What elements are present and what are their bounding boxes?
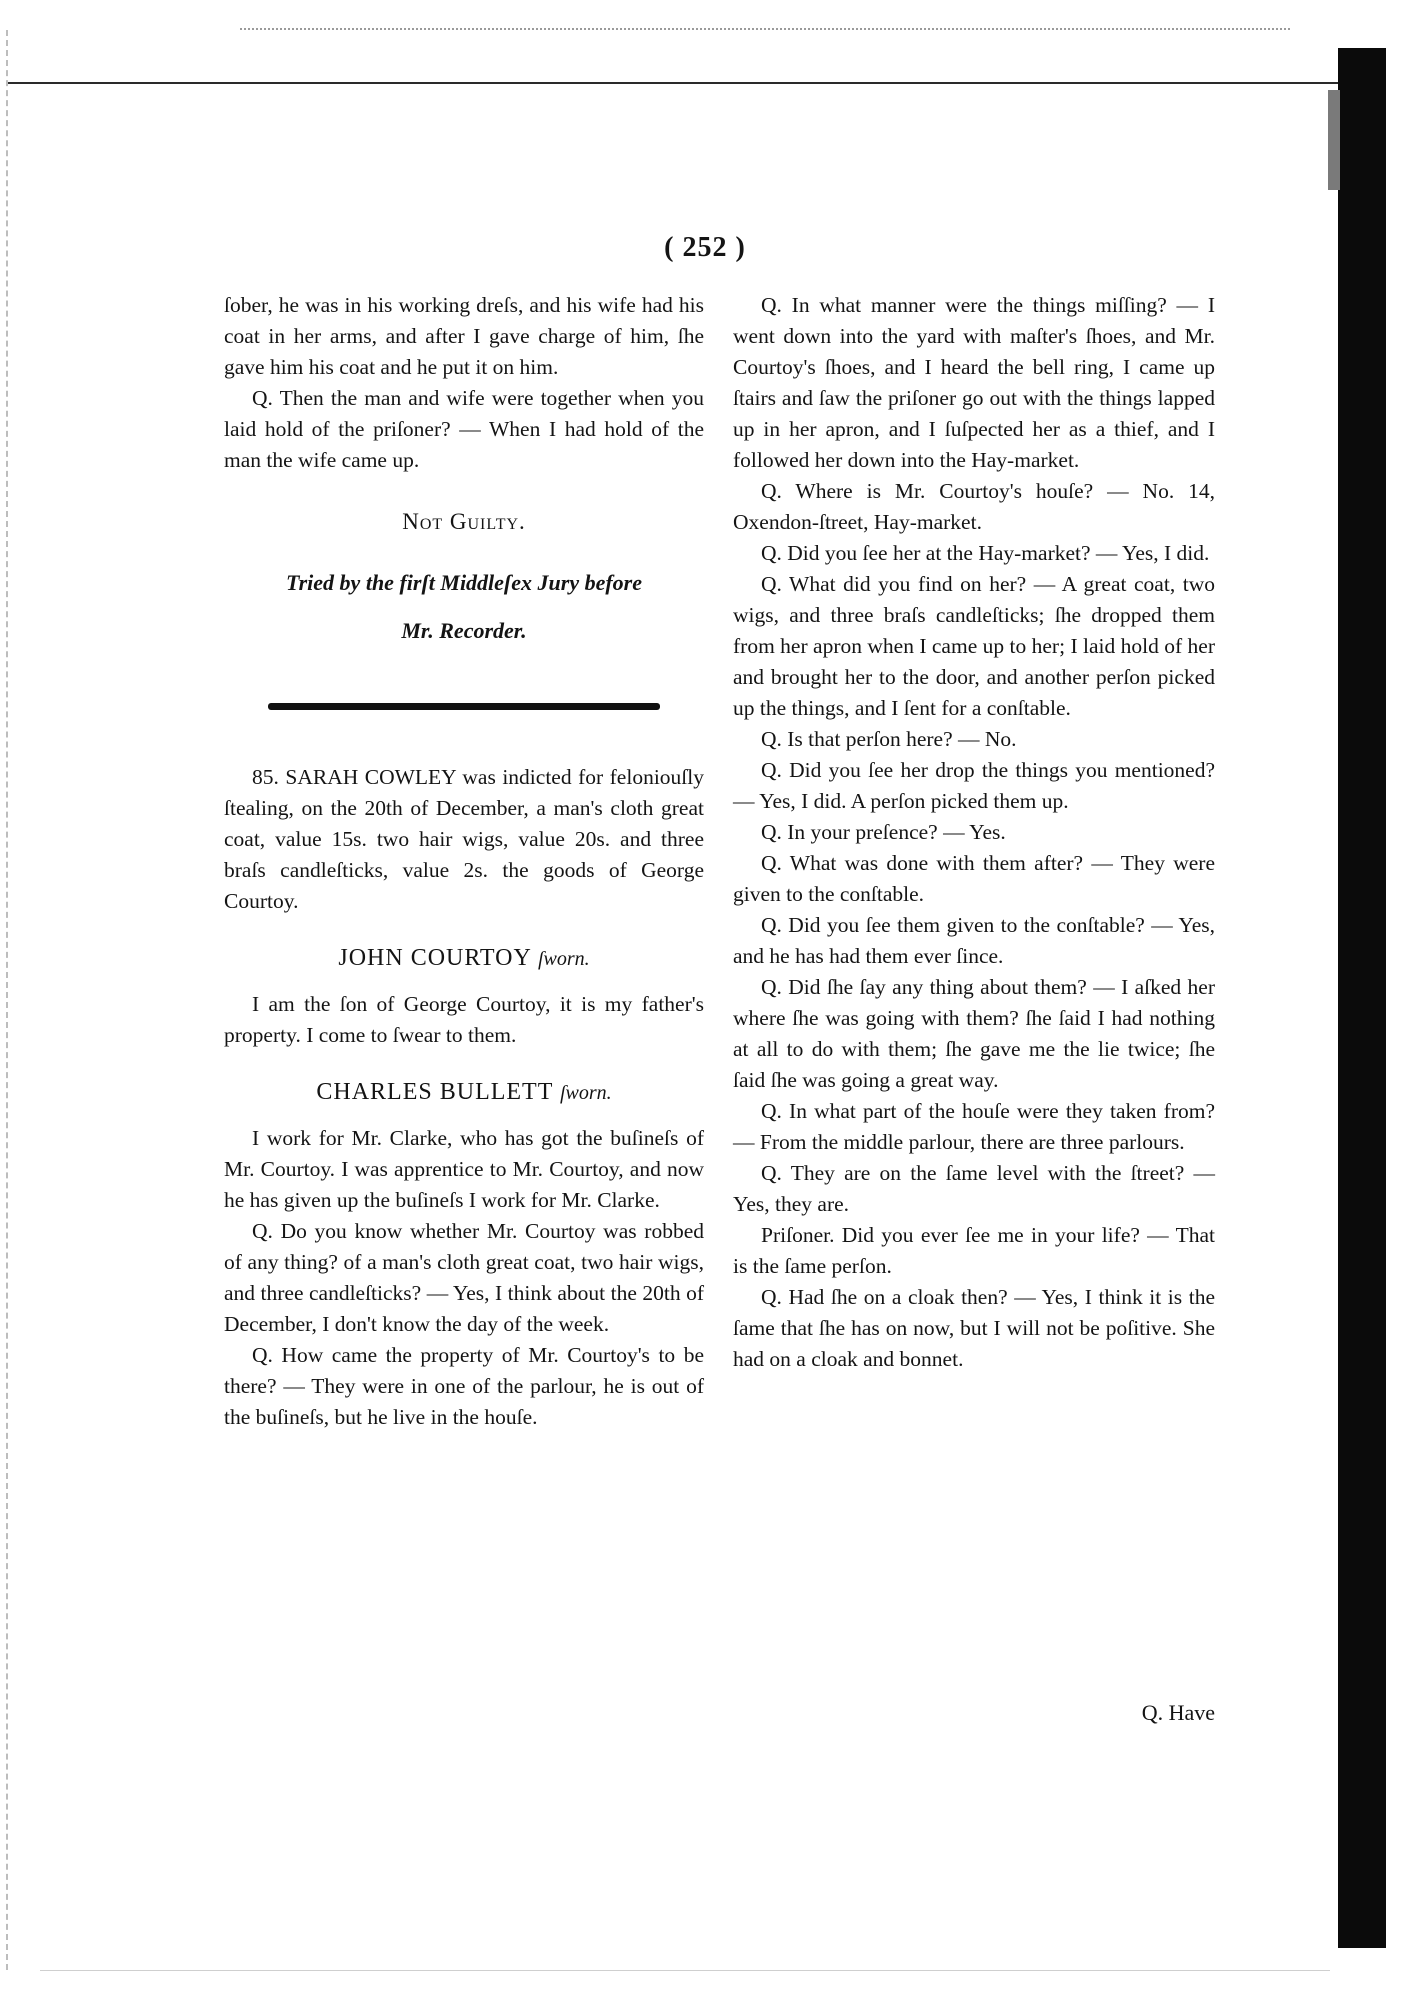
- paragraph: Q. Is that perſon here? — No.: [761, 727, 1017, 751]
- witness-name: CHARLES BULLETT: [316, 1079, 553, 1105]
- paragraph: Q. In what part of the houſe were they taken from? — From the middle parlour, there are three parlours.: [733, 1099, 1215, 1154]
- paragraph: ſober, he was in his working dreſs, and his wife had his coat in her arms, and after I gave charge of him, ſhe gave him his coat and he put it on him.: [224, 293, 704, 379]
- page-number: ( 252 ): [664, 232, 746, 263]
- witness-testimony: I am the ſon of George Courtoy, it is my father's property. I come to ſwear to them.: [224, 992, 704, 1047]
- scan-bottom-rule: [40, 1970, 1330, 1971]
- paragraph: Q. What did you find on her? — A great coat, two wigs, and three braſs candleſticks; ſhe dropped them from her apron when I came up to her; I laid hold of her and brought her to the door, and another perſon picked up the things, and I ſent for a conſtable.: [733, 572, 1215, 720]
- scan-top-rule: [8, 82, 1344, 84]
- witness-heading: [224, 943, 704, 975]
- verdict: Not Guilty.: [402, 509, 526, 534]
- sworn-label: ſworn.: [537, 948, 590, 970]
- section-divider: [268, 703, 660, 710]
- paragraph: Q. Did ſhe ſay any thing about them? — I aſked her where ſhe was going with them? ſhe ſaid I had nothing at all to do with them; ſhe gave me the lie twice; ſhe ſaid ſhe was going a great way.: [733, 975, 1215, 1092]
- paragraph: Q. Had ſhe on a cloak then? — Yes, I think it is the ſame that ſhe has on now, but I will not be poſitive. She had on a cloak and bonnet.: [733, 1285, 1215, 1371]
- paragraph: Q. They are on the ſame level with the ſtreet? — Yes, they are.: [733, 1161, 1215, 1216]
- scan-left-margin: [6, 30, 24, 1970]
- right-column: [733, 290, 1215, 1375]
- witness-testimony: I work for Mr. Clarke, who has got the buſineſs of Mr. Courtoy. I was apprentice to Mr. Courtoy, and now he has given up the buſineſs I work for Mr. Clarke.: [224, 1126, 704, 1212]
- binding-shadow: [1328, 90, 1340, 190]
- catchword: Q. Have: [1141, 1700, 1215, 1725]
- paragraph: Priſoner. Did you ever ſee me in your life? — That is the ſame perſon.: [733, 1223, 1215, 1278]
- paragraph: Q. Do you know whether Mr. Courtoy was robbed of any thing? of a man's cloth great coat, two hair wigs, and three candleſticks? — Yes, I think about the 20th of December, I don't know the day of the week.: [224, 1219, 704, 1336]
- paragraph: Q. Did you ſee them given to the conſtable? — Yes, and he has had them ever ſince.: [733, 913, 1215, 968]
- jury-line: Tried by the firſt Middleſex Jury before: [286, 570, 642, 595]
- paragraph: Q. In what manner were the things miſſing? — I went down into the yard with maſter's ſhoes, and Mr. Courtoy's ſhoes, and I heard the bell ring, I came up ſtairs and ſaw the priſoner go out with the things lapped up in her apron, and I ſuſpected her as a thief, and I followed her down into the Hay-market.: [733, 293, 1215, 472]
- scan-noise-top: [240, 28, 1290, 36]
- paragraph: Q. Where is Mr. Courtoy's houſe? — No. 14, Oxendon-ſtreet, Hay-market.: [733, 479, 1215, 534]
- book-binding-edge: [1338, 48, 1386, 1948]
- paragraph: Q. Then the man and wife were together when you laid hold of the priſoner? — When I had hold of the man the wife came up.: [224, 386, 704, 472]
- witness-name: JOHN COURTOY: [338, 945, 531, 971]
- paragraph: Q. Did you ſee her at the Hay-market? — Yes, I did.: [761, 541, 1210, 565]
- judge-line: Mr. Recorder.: [401, 618, 527, 643]
- paragraph: Q. In your preſence? — Yes.: [761, 820, 1006, 844]
- witness-heading: [224, 1077, 704, 1109]
- sworn-label: ſworn.: [559, 1082, 612, 1104]
- case-indictment: 85. SARAH COWLEY was indicted for feloniouſly ſtealing, on the 20th of December, a man's cloth great coat, value 15s. two hair wigs, value 20s. and three braſs candleſticks, value 2s. the goods of George Courtoy.: [224, 765, 704, 913]
- paragraph: Q. What was done with them after? — They were given to the conſtable.: [733, 851, 1215, 906]
- left-column: [224, 290, 704, 1433]
- paragraph: Q. How came the property of Mr. Courtoy's to be there? — They were in one of the parlour, he is out of the buſineſs, but he live in the houſe.: [224, 1343, 704, 1429]
- paragraph: Q. Did you ſee her drop the things you mentioned? — Yes, I did. A perſon picked them up.: [733, 758, 1215, 813]
